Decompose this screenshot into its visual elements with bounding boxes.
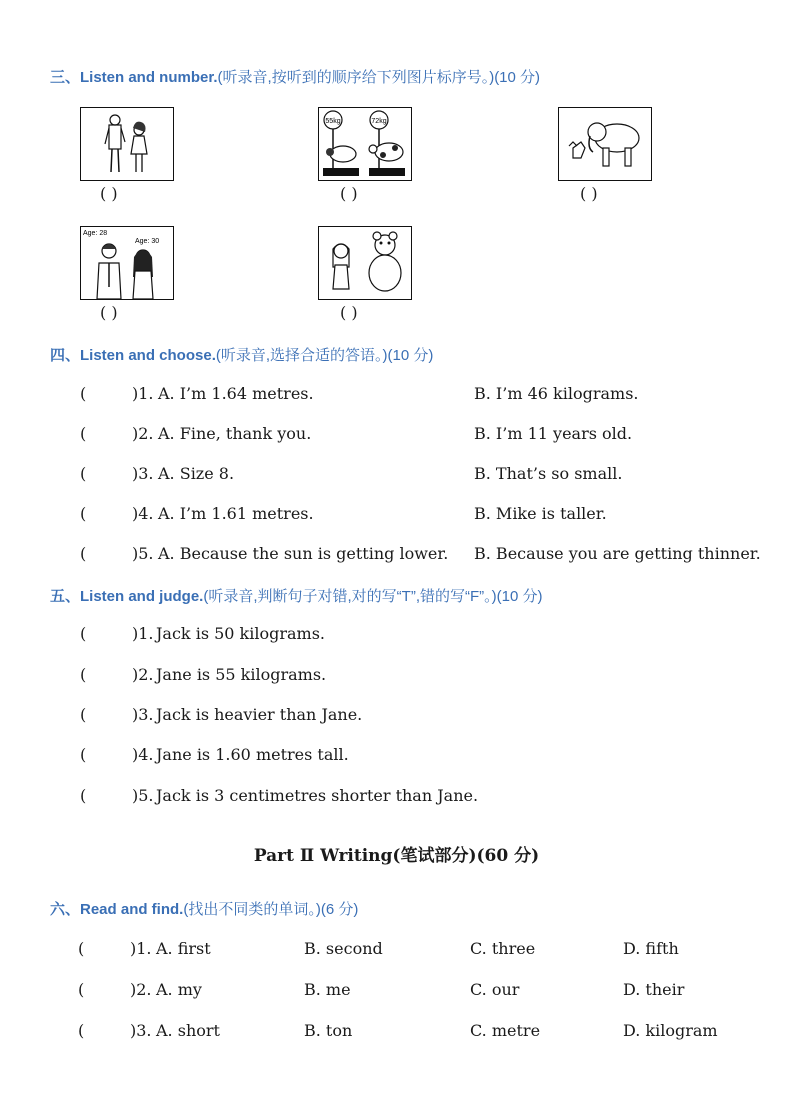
answer-paren[interactable]: ( [80,786,87,805]
list-item [78,980,152,999]
option-d: D. fifth [623,939,679,958]
answer-blank-1[interactable]: ( ) [100,184,118,203]
picture-two-adults-ages [80,226,174,300]
item-number: )5. [132,786,154,805]
list-item [80,544,154,563]
option-c: C. metre [470,1021,541,1040]
man-and-girl-illustration [81,108,173,180]
item-number: )3. [130,1021,152,1040]
statement-text: Jack is heavier than Jane. [156,705,363,724]
section-3-heading [50,66,540,87]
part-2-heading: Part Ⅱ Writing(笔试部分)(60 分) [253,846,540,866]
option-b: B. me [304,980,351,999]
option-a: A. I’m 1.64 metres. [158,384,314,403]
option-a: A. first [156,939,211,958]
section-4-instruction: (听录音,选择合适的答语。)(10 分) [215,347,434,364]
option-b: B. I’m 46 kilograms. [474,384,639,403]
option-d: D. their [623,980,685,999]
answer-paren[interactable]: ( [80,504,87,523]
item-number: )2. [132,424,154,443]
item-number: )1. [130,939,152,958]
list-item [78,939,152,958]
option-a: A. I’m 1.61 metres. [158,504,314,523]
list-item [80,424,154,443]
scales-illustration [319,108,411,180]
option-b: B. ton [304,1021,353,1040]
item-number: )2. [132,665,154,684]
item-number: )2. [130,980,152,999]
picture-man-and-girl [80,107,174,181]
list-item [80,504,154,523]
item-number: )3. [132,705,154,724]
item-number: )4. [132,504,154,523]
answer-paren[interactable]: ( [80,665,87,684]
statement-text: Jane is 55 kilograms. [156,665,327,684]
section-5-title: 五、Listen and judge. [50,588,204,605]
adults-illustration [81,227,173,299]
section-5-heading [50,585,543,606]
answer-paren[interactable]: ( [80,424,87,443]
scale-2-label: 72kg [371,118,387,125]
section-5-instruction: (听录音,判断句子对错,对的写“T”,错的写“F”。)(10 分) [203,588,543,605]
section-6-instruction: (找出不同类的单词。)(6 分) [183,901,359,918]
picture-elephant-and-dinosaur [558,107,652,181]
age-28-label: Age: 28 [83,230,108,237]
list-item [78,1021,152,1040]
answer-paren[interactable]: ( [80,624,87,643]
option-d: D. kilogram [623,1021,718,1040]
answer-paren[interactable]: ( [78,980,85,999]
answer-paren[interactable]: ( [78,1021,85,1040]
list-item [80,705,154,724]
item-number: )1. [132,624,154,643]
answer-blank-4[interactable]: ( ) [100,303,118,322]
answer-paren[interactable]: ( [80,384,87,403]
option-c: C. three [470,939,536,958]
section-3-instruction: (听录音,按听到的顺序给下列图片标序号。)(10 分) [217,69,541,86]
picture-girl-and-bear [318,226,412,300]
option-a: A. Fine, thank you. [158,424,312,443]
answer-paren[interactable]: ( [80,544,87,563]
answer-paren[interactable]: ( [80,705,87,724]
section-6-title: 六、Read and find. [50,901,184,918]
option-b: B. Mike is taller. [474,504,607,523]
option-c: C. our [470,980,520,999]
list-item [80,384,154,403]
list-item [80,624,154,643]
scale-1-label: 55kg [325,118,341,125]
option-a: A. Because the sun is getting lower. [158,544,449,563]
statement-text: Jack is 50 kilograms. [156,624,326,643]
girl-and-bear-illustration [319,227,411,299]
option-b: B. Because you are getting thinner. [474,544,761,563]
answer-blank-5[interactable]: ( ) [340,303,358,322]
picture-animals-on-scales [318,107,412,181]
item-number: )3. [132,464,154,483]
option-a: A. my [156,980,202,999]
statement-text: Jack is 3 centimetres shorter than Jane. [156,786,479,805]
section-3-title: 三、Listen and number. [50,69,218,86]
section-4-heading [50,344,433,365]
item-number: )5. [132,544,154,563]
list-item [80,665,154,684]
option-b: B. That’s so small. [474,464,623,483]
option-b: B. second [304,939,383,958]
answer-paren[interactable]: ( [78,939,85,958]
item-number: )1. [132,384,154,403]
option-a: A. short [156,1021,220,1040]
answer-paren[interactable]: ( [80,464,87,483]
option-b: B. I’m 11 years old. [474,424,633,443]
list-item [80,464,154,483]
list-item [80,745,154,764]
item-number: )4. [132,745,154,764]
list-item [80,786,154,805]
answer-blank-3[interactable]: ( ) [580,184,598,203]
elephant-illustration [559,108,651,180]
answer-paren[interactable]: ( [80,745,87,764]
section-6-heading [50,898,358,919]
section-4-title: 四、Listen and choose. [50,347,216,364]
answer-blank-2[interactable]: ( ) [340,184,358,203]
age-30-label: Age: 30 [135,238,160,245]
statement-text: Jane is 1.60 metres tall. [156,745,349,764]
option-a: A. Size 8. [158,464,235,483]
